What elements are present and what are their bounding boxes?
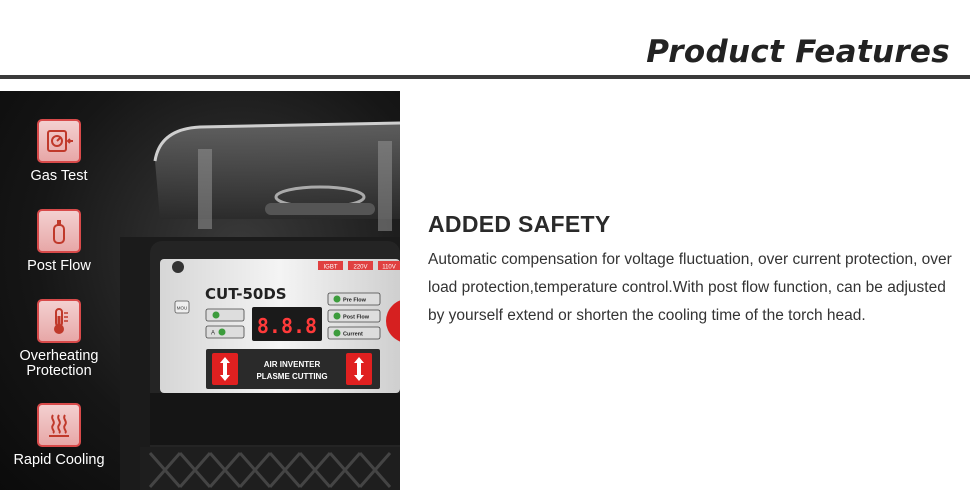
- led-display: 8.8.8: [256, 314, 318, 338]
- switch-label: A: [211, 330, 216, 337]
- feature-label: Post Flow: [27, 258, 91, 274]
- feature-overheating: [0, 299, 118, 379]
- post-flow-button: Post Flow: [343, 314, 369, 321]
- gas-cylinder-icon: [37, 209, 81, 253]
- feature-gas-test: [0, 119, 118, 184]
- product-photo: [0, 91, 400, 490]
- gas-gauge-icon: [37, 119, 81, 163]
- current-button: Current: [343, 331, 363, 338]
- badge-220v: 220V: [353, 264, 368, 271]
- model-name: CUT-50DS: [205, 285, 287, 303]
- pre-flow-button: Pre Flow: [343, 297, 366, 304]
- mode-label: MOU: [176, 305, 188, 311]
- heat-waves-icon: [37, 403, 81, 447]
- badge-110v: 110V: [382, 264, 396, 271]
- banner-line-2: PLASME CUTTING: [256, 372, 328, 381]
- badge-igbt: IGBT: [323, 264, 338, 271]
- feature-rapid-cooling: [0, 403, 118, 468]
- feature-label: Overheating Protection: [19, 348, 99, 379]
- section-description: Automatic compensation for voltage fluctuation, over current protection, over load protection,temperature control.With post flow function, can be adjusted by yourself extend or shorten the cooling time of the torch head.: [428, 251, 952, 324]
- feature-label: Rapid Cooling: [13, 452, 105, 468]
- page-title: Product Features: [646, 34, 950, 70]
- plasma-cutter-illustration: [120, 91, 400, 490]
- header-divider: [0, 75, 970, 79]
- banner-line-1: AIR INVENTER: [263, 360, 321, 369]
- section-heading: ADDED SAFETY: [428, 211, 611, 237]
- feature-label: Gas Test: [30, 168, 88, 184]
- thermometer-icon: [37, 299, 81, 343]
- feature-post-flow: [0, 209, 118, 274]
